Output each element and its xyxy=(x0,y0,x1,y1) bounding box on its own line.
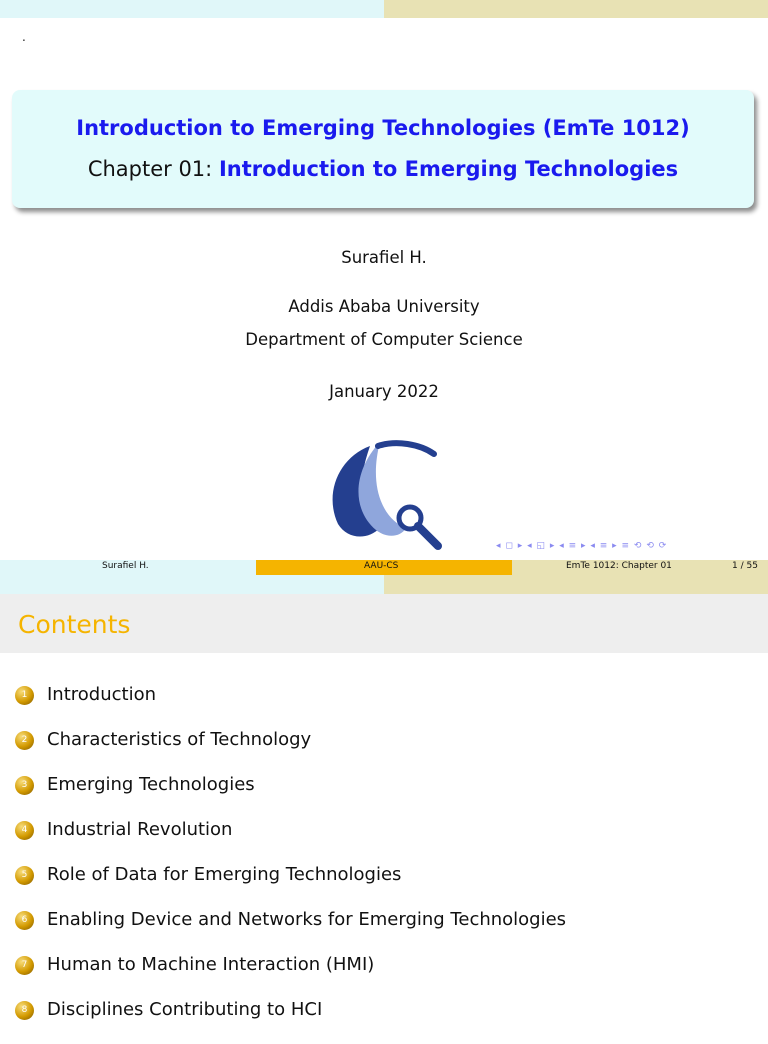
cs-magnifier-logo-icon xyxy=(322,432,446,556)
toc-item[interactable] xyxy=(0,954,768,999)
chapter-subtitle xyxy=(12,157,754,181)
table-of-contents xyxy=(0,684,768,1044)
toc-item[interactable] xyxy=(0,729,768,774)
toc-item[interactable] xyxy=(0,684,768,729)
header-dot: . xyxy=(22,30,26,44)
toc-item[interactable] xyxy=(0,774,768,819)
toc-item-label: Role of Data for Emerging Technologies xyxy=(47,864,402,885)
institution: Addis Ababa University xyxy=(288,297,480,316)
title-box xyxy=(12,90,754,208)
top-bar-right xyxy=(384,0,768,18)
top-bar-left xyxy=(0,0,384,18)
toc-number-ball-icon: 3 xyxy=(15,776,34,795)
footer-page-number: 1 / 55 xyxy=(732,561,758,571)
toc-item[interactable] xyxy=(0,999,768,1044)
footer-course: EmTe 1012: Chapter 01 xyxy=(566,561,672,571)
toc-item-label: Introduction xyxy=(47,684,157,705)
toc-number-ball-icon: 8 xyxy=(15,1001,34,1020)
toc-number-ball-icon: 1 xyxy=(15,686,34,705)
chapter-title: Introduction to Emerging Technologies xyxy=(218,157,679,181)
contents-heading: Contents xyxy=(18,610,131,639)
toc-number-ball-icon: 5 xyxy=(15,866,34,885)
top-bar xyxy=(0,0,768,18)
chapter-prefix: Chapter 01: xyxy=(87,157,213,181)
toc-number-ball-icon: 4 xyxy=(15,821,34,840)
toc-item-label: Human to Machine Interaction (HMI) xyxy=(47,954,375,975)
course-title: Introduction to Emerging Technologies (EmTe 1012) xyxy=(76,116,690,140)
footer-middle-lower-band xyxy=(256,575,384,594)
toc-item[interactable] xyxy=(0,819,768,864)
contents-header-bar xyxy=(0,594,768,653)
footer-institution: AAU-CS xyxy=(364,561,399,571)
footer-right-lower-band xyxy=(384,575,768,594)
toc-item[interactable] xyxy=(0,864,768,909)
contents-slide xyxy=(0,594,768,1024)
toc-number-ball-icon: 2 xyxy=(15,731,34,750)
slide-footer xyxy=(0,560,768,594)
toc-number-ball-icon: 6 xyxy=(15,911,34,930)
toc-item-label: Industrial Revolution xyxy=(47,819,233,840)
footer-author: Surafiel H. xyxy=(102,561,149,571)
toc-number-ball-icon: 7 xyxy=(15,956,34,975)
author: Surafiel H. xyxy=(341,248,427,267)
toc-item-label: Emerging Technologies xyxy=(47,774,255,795)
toc-item[interactable] xyxy=(0,909,768,954)
toc-item-label: Enabling Device and Networks for Emerging Technologies xyxy=(47,909,567,930)
toc-item-label: Disciplines Contributing to HCI xyxy=(47,999,323,1020)
beamer-navigation-icons[interactable]: ◂ ◻ ▸ ◂ ◱ ▸ ◂ ≡ ▸ ◂ ≡ ▸ ≡ ⟲ ⟲ ⟳ xyxy=(496,541,668,551)
date: January 2022 xyxy=(329,382,439,401)
toc-item-label: Characteristics of Technology xyxy=(47,729,312,750)
department: Department of Computer Science xyxy=(245,330,523,349)
